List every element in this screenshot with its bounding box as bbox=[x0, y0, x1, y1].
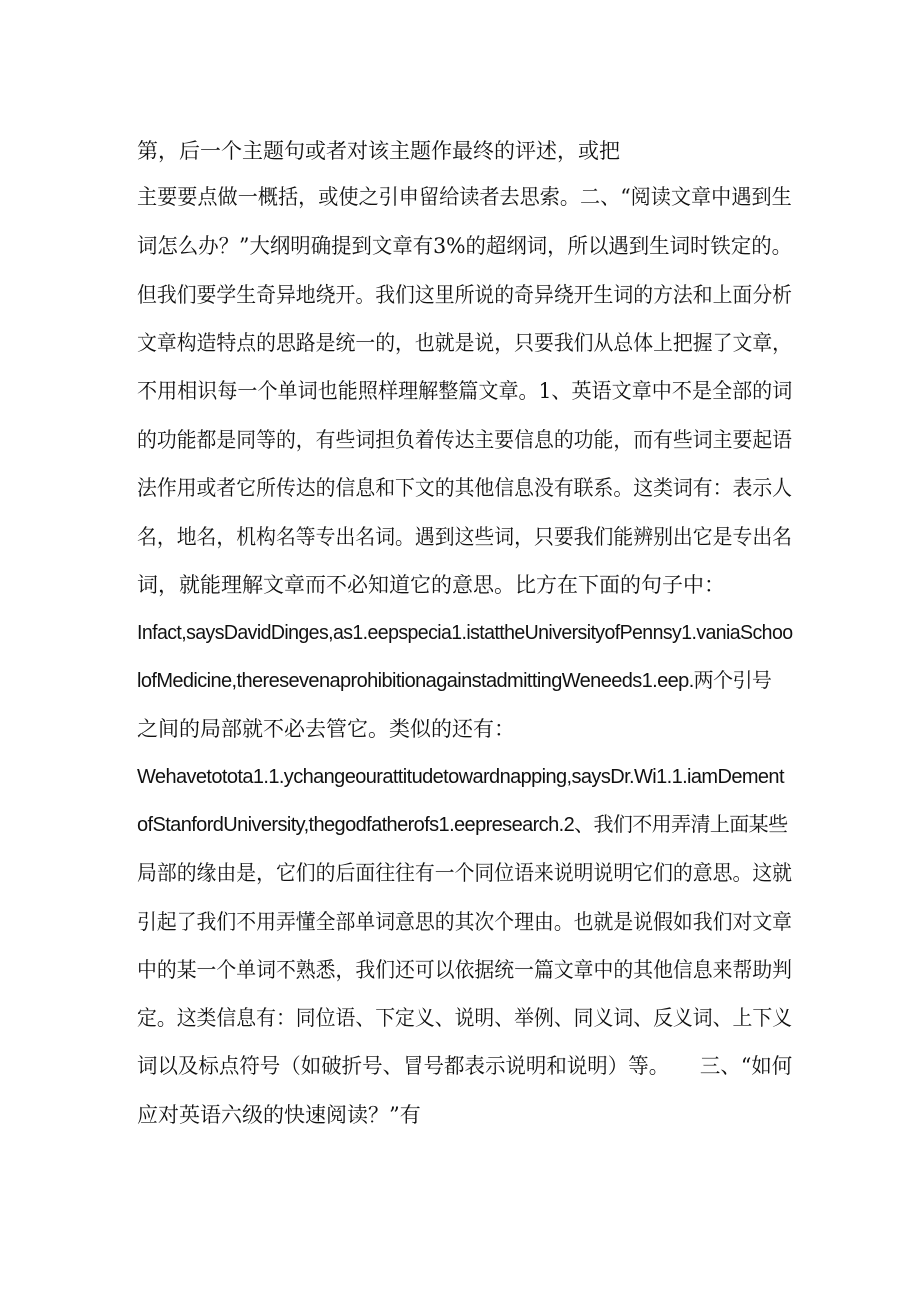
paragraph-line: 中的某一个单词不熟悉，我们还可以依据统一篇文章中的其他信息来帮助判 bbox=[137, 958, 793, 982]
paragraph-line: 文章构造特点的思路是统一的，也就是说，只要我们从总体上把握了文章， bbox=[137, 331, 793, 355]
paragraph-line-english: Wehavetotota1.1.ychangeourattitudetowardnapping,saysDr.Wi1.1.iamDement bbox=[137, 766, 784, 788]
paragraph-line: 名，地名，机构名等专出名词。遇到这些词，只要我们能辨别出它是专出名 bbox=[137, 525, 793, 549]
paragraph-line-english: lofMedicine,theresevenaprohibitionagainstadmittingWeneeds1.eep.两个引号 bbox=[137, 670, 772, 692]
paragraph-line: 的功能都是同等的，有些词担负着传达主要信息的功能，而有些词主要起语 bbox=[137, 428, 793, 452]
paragraph-line: 词，就能理解文章而不必知道它的意思。比方在下面的句子中： bbox=[137, 573, 725, 597]
paragraph-line: 定。这类信息有：同位语、下定义、说明、举例、同义词、反义词、上下义 bbox=[137, 1006, 793, 1030]
paragraph-line: 之间的局部就不必去管它。类似的还有： bbox=[137, 717, 515, 741]
paragraph-line: 应对英语六级的快速阅读？”有 bbox=[137, 1103, 421, 1127]
paragraph-line: 法作用或者它所传达的信息和下文的其他信息没有联系。这类词有：表示人 bbox=[137, 476, 793, 500]
paragraph-line: 主要要点做一概括，或使之引申留给读者去思索。二、“阅读文章中遇到生 bbox=[137, 185, 792, 209]
paragraph-line: 词怎么办？”大纲明确提到文章有3%的超纲词，所以遇到生词时铁定的。 bbox=[137, 234, 793, 258]
paragraph-line-english: Infact,saysDavidDinges,as1.eepspecia1.istattheUniversityofPennsy1.vaniaSchoo bbox=[137, 622, 793, 644]
paragraph-line-english: ofStanfordUniversity,thegodfatherofs1.eepresearch.2、我们不用弄清上面某些 bbox=[137, 814, 788, 836]
paragraph-line: 局部的缘由是，它们的后面往往有一个同位语来说明说明它们的意思。这就 bbox=[137, 861, 793, 885]
paragraph-line: 不用相识每一个单词也能照样理解整篇文章。1、英语文章中不是全部的词 bbox=[137, 379, 793, 403]
paragraph-line: 词以及标点符号（如破折号、冒号都表示说明和说明）等。 三、“如何 bbox=[137, 1054, 793, 1078]
paragraph-line: 但我们要学生奇异地绕开。我们这里所说的奇异绕开生词的方法和上面分析 bbox=[137, 283, 793, 307]
paragraph-line: 引起了我们不用弄懂全部单词意思的其次个理由。也就是说假如我们对文章 bbox=[137, 910, 793, 934]
paragraph-line: 第，后一个主题句或者对该主题作最终的评述，或把 bbox=[137, 139, 620, 163]
